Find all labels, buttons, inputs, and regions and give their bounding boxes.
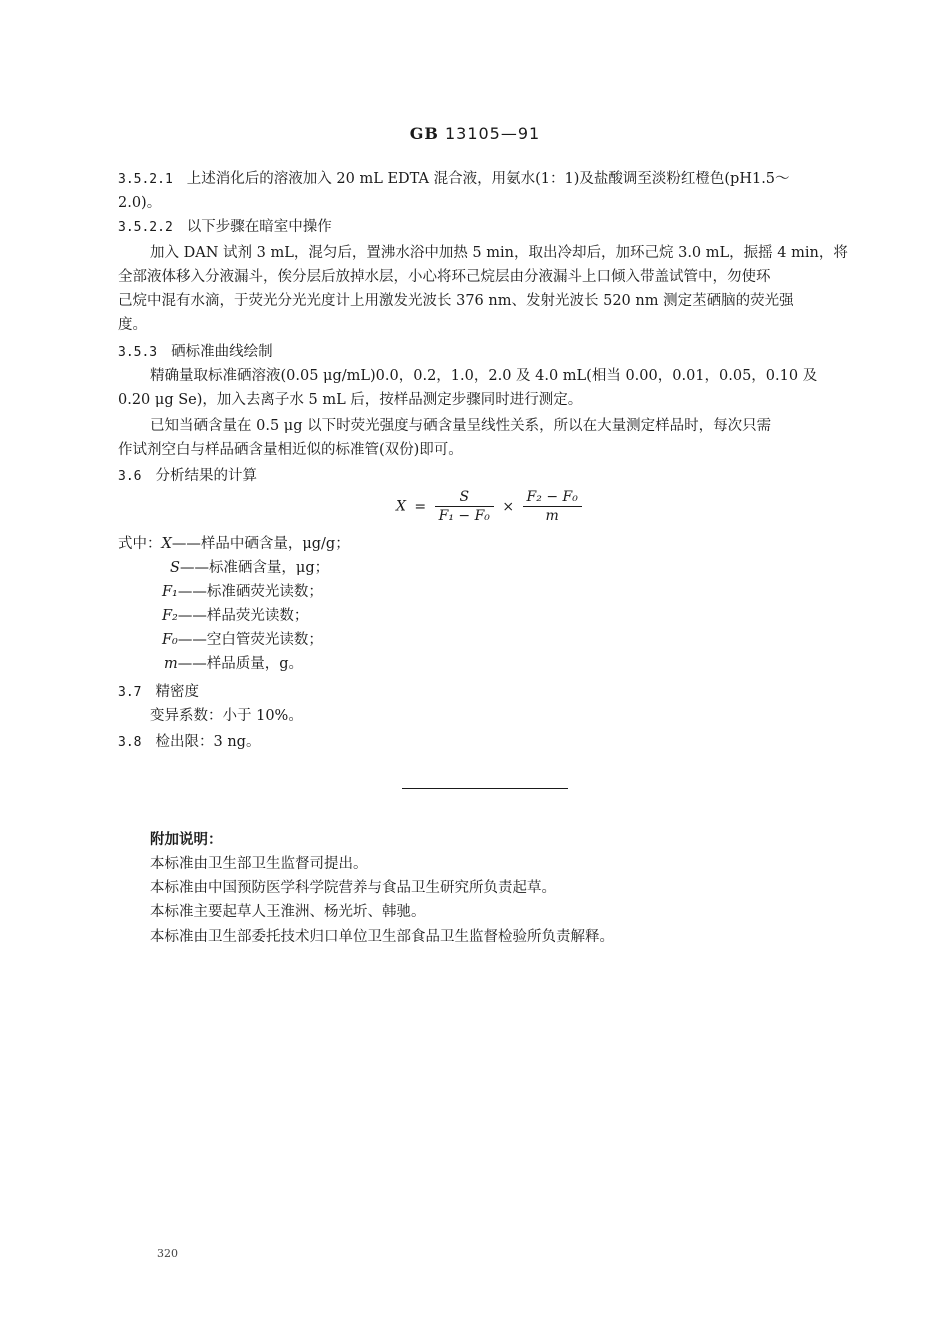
section-text: 检出限：3 ng。 bbox=[155, 734, 261, 750]
definition-text: ——标准硒荧光读数； bbox=[177, 584, 323, 600]
definition-intro: 式中： bbox=[118, 536, 162, 552]
section-37-line: 变异系数：小于 10%。 bbox=[150, 708, 303, 724]
section-number: 3.8 bbox=[118, 735, 142, 750]
standard-prefix: GB bbox=[409, 124, 439, 143]
section-number: 3.5.2.2 bbox=[118, 220, 173, 235]
formula-fraction-1 bbox=[435, 488, 494, 525]
definition-symbol: m bbox=[164, 656, 178, 672]
page-header bbox=[0, 124, 950, 143]
definition-text: ——空白管荧光读数； bbox=[177, 632, 323, 648]
end-rule bbox=[402, 788, 568, 789]
fraction-2-denominator: m bbox=[545, 508, 559, 524]
section-3522-heading bbox=[118, 215, 332, 240]
appendix-title: 附加说明： bbox=[150, 831, 223, 848]
section-3522-line2: 全部液体移入分液漏斗，俟分层后放掉水层，小心将环己烷层由分液漏斗上口倾入带盖试管中，勿使环 bbox=[118, 269, 771, 285]
section-3522-line4: 度。 bbox=[118, 317, 147, 333]
appendix-line: 本标准由中国预防医学科学院营养与食品卫生研究所负责起草。 bbox=[150, 880, 556, 896]
section-title: 精密度 bbox=[155, 684, 199, 700]
appendix-line: 本标准由卫生部卫生监督司提出。 bbox=[150, 856, 368, 872]
definition-row-s bbox=[170, 556, 329, 580]
definition-row-f2 bbox=[162, 604, 308, 628]
section-number: 3.5.2.1 bbox=[118, 172, 173, 187]
definition-text: ——样品质量，g。 bbox=[177, 656, 304, 672]
section-353-p1-line1: 精确量取标准硒溶液(0.05 μg/mL)0.0，0.2，1.0，2.0 及 4.0 mL(相当 0.00，0.01，0.05，0.10 及 bbox=[150, 368, 818, 384]
section-title: 分析结果的计算 bbox=[155, 468, 257, 484]
section-number: 3.5.3 bbox=[118, 345, 158, 360]
section-number: 3.7 bbox=[118, 685, 142, 700]
section-353-p1-line2: 0.20 μg Se)，加入去离子水 5 mL 后，按样品测定步骤同时进行测定。 bbox=[118, 392, 583, 408]
section-number: 3.6 bbox=[118, 469, 142, 484]
definition-text: ——标准硒含量，μg； bbox=[179, 560, 330, 576]
section-text: 上述消化后的溶液加入 20 mL EDTA 混合液，用氨水(1：1)及盐酸调至淡粉红橙色(pH1.5～ bbox=[186, 171, 790, 187]
appendix-line: 本标准主要起草人王淮洲、杨光圻、韩驰。 bbox=[150, 904, 426, 920]
section-37-heading bbox=[118, 680, 199, 705]
result-formula bbox=[396, 488, 582, 525]
page-number: 320 bbox=[157, 1247, 178, 1260]
appendix-line: 本标准由卫生部委托技术归口单位卫生部食品卫生监督检验所负责解释。 bbox=[150, 929, 614, 945]
definition-symbol: X bbox=[161, 536, 172, 552]
formula-equals: = bbox=[414, 498, 427, 515]
section-353-heading bbox=[118, 340, 273, 365]
section-title: 以下步骤在暗室中操作 bbox=[186, 219, 332, 235]
definition-symbol: F₁ bbox=[162, 584, 178, 600]
section-38-line bbox=[118, 730, 260, 755]
section-353-p2-line1: 已知当硒含量在 0.5 μg 以下时荧光强度与硒含量呈线性关系，所以在大量测定样品时，每次只需 bbox=[150, 418, 772, 434]
section-title: 硒标准曲线绘制 bbox=[171, 344, 273, 360]
section-353-p2-line2: 作试剂空白与样品硒含量相近似的标准管(双份)即可。 bbox=[118, 442, 463, 458]
definition-row-f1 bbox=[162, 580, 323, 604]
section-3522-line1: 加入 DAN 试剂 3 mL，混匀后，置沸水浴中加热 5 min，取出冷却后，加环己烷 3.0 mL，振摇 4 min，将 bbox=[150, 245, 848, 261]
section-36-heading bbox=[118, 464, 257, 489]
formula-lhs: X bbox=[396, 498, 406, 515]
definition-symbol: F₂ bbox=[162, 608, 178, 624]
definition-row-f0 bbox=[162, 628, 323, 652]
fraction-2-numerator: F₂ − F₀ bbox=[523, 488, 582, 507]
definition-text: ——样品荧光读数； bbox=[177, 608, 309, 624]
section-3521-line1 bbox=[118, 167, 790, 192]
standard-number: 13105—91 bbox=[444, 124, 541, 143]
definition-text: ——样品中硒含量，μg/g； bbox=[171, 536, 350, 552]
formula-times: × bbox=[502, 498, 515, 515]
definition-symbol: S bbox=[170, 560, 180, 576]
definition-symbol: F₀ bbox=[162, 632, 178, 648]
definition-row-m bbox=[164, 652, 303, 676]
section-3522-line3: 己烷中混有水滴，于荧光分光光度计上用激发光波长 376 nm、发射光波长 520 nm 测定苤硒脑的荧光强 bbox=[118, 293, 794, 309]
formula-fraction-2 bbox=[523, 488, 582, 525]
definition-row-x bbox=[118, 532, 350, 556]
fraction-1-numerator: S bbox=[435, 488, 494, 507]
fraction-1-denominator: F₁ − F₀ bbox=[438, 508, 490, 524]
section-3521-line2: 2.0)。 bbox=[118, 195, 162, 211]
